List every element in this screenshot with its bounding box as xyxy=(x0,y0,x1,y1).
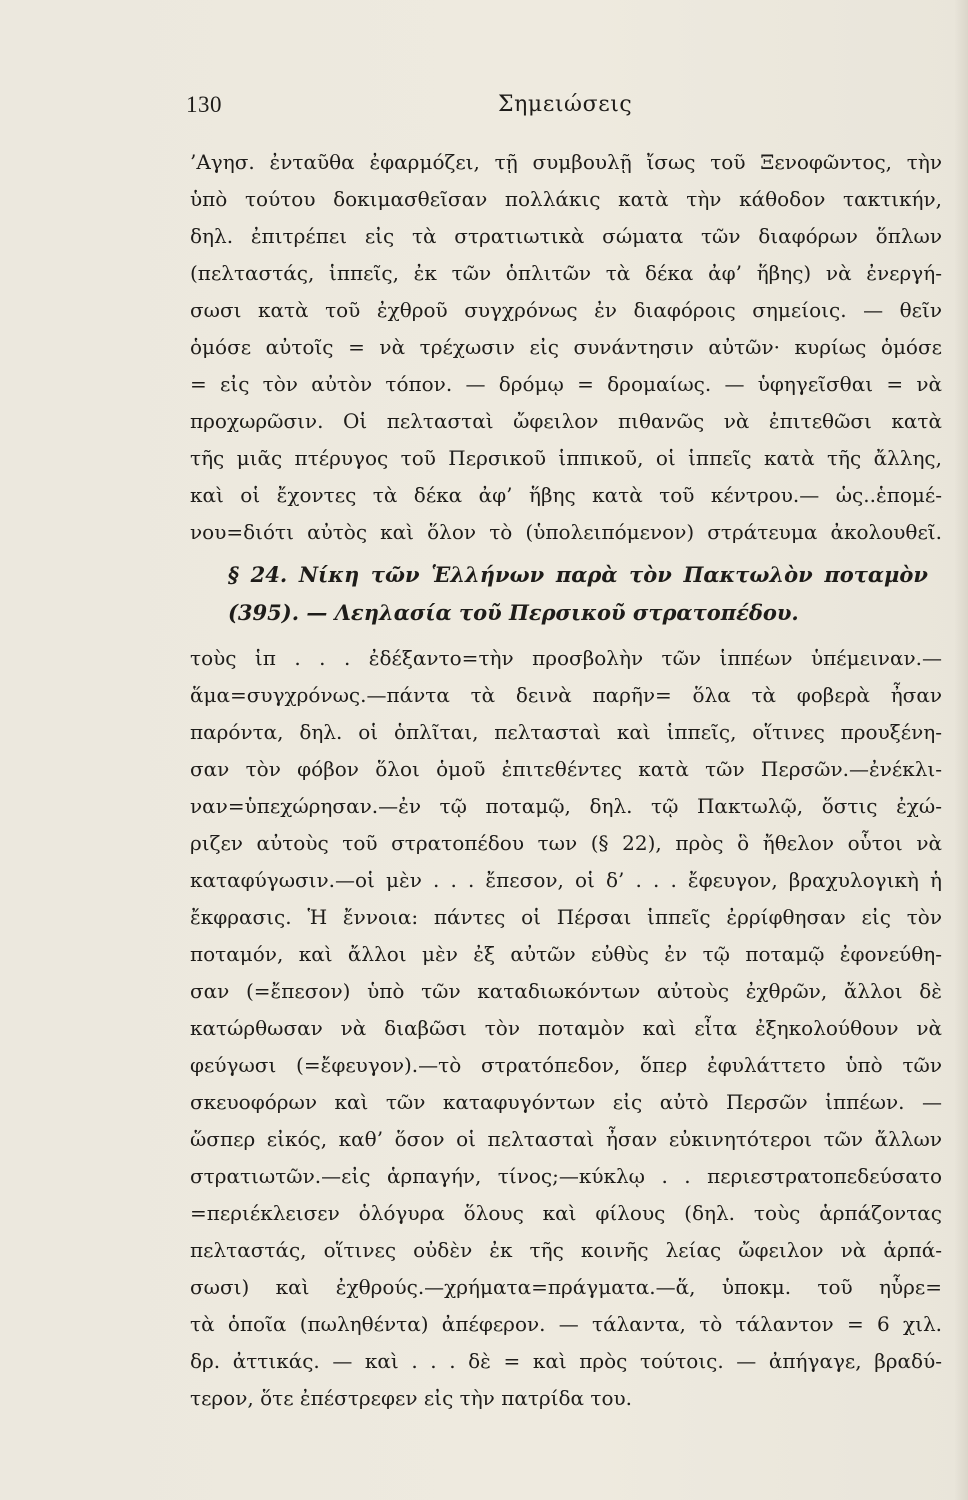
section-title-line-1: § 24. Νίκη τῶν Ἑλλήνων παρὰ τὸν Πακτωλὸν ποταμὸν xyxy=(228,562,928,587)
page-edge-shadow xyxy=(954,0,968,1500)
text-line: τὰ ὁποῖα (πωληθέντα) ἀπέφερον. — τάλαντα, τὸ τάλαντον = 6 χιλ. xyxy=(190,1312,942,1336)
text-line: κατώρθωσαν νὰ διαβῶσι τὸν ποταμὸν καὶ εἶτα ἐξηκολούθουν νὰ xyxy=(190,1016,942,1040)
text-line: ἅμα=συγχρόνως.—πάντα τὰ δεινὰ παρῆν= ὅλα τὰ φοβερὰ ἦσαν xyxy=(190,683,942,707)
notes-paragraph-1 xyxy=(190,144,942,551)
text-line: παρόντα, δηλ. οἱ ὁπλῖται, πελτασταὶ καὶ ἱππεῖς, οἵτινες προυξένη- xyxy=(190,720,942,744)
text-line: (πελταστάς, ἱππεῖς, ἐκ τῶν ὁπλιτῶν τὰ δέκα ἀφ’ ἥβης) νὰ ἐνεργή- xyxy=(190,261,942,285)
text-line: ναν=ὑπεχώρησαν.—ἐν τῷ ποταμῷ, δηλ. τῷ Πακτωλῷ, ὅστις ἐχώ- xyxy=(190,794,942,818)
text-line: τοὺς ἱπ . . . ἐδέξαντο=τὴν προσβολὴν τῶν ἱππέων ὑπέμειναν.— xyxy=(190,646,942,670)
text-line: τῆς μιᾶς πτέρυγος τοῦ Περσικοῦ ἱππικοῦ, οἱ ἱππεῖς κατὰ τῆς ἄλλης, xyxy=(190,446,942,470)
text-line: καταφύγωσιν.—οἱ μὲν . . . ἔπεσον, οἱ δ’ . . . ἔφευγον, βραχυλογικὴ ἡ xyxy=(190,868,942,892)
text-line: δρ. ἀττικάς. — καὶ . . . δὲ = καὶ πρὸς τούτοις. — ἀπήγαγε, βραδύ- xyxy=(190,1349,942,1373)
text-line: δηλ. ἐπιτρέπει εἰς τὰ στρατιωτικὰ σώματα τῶν διαφόρων ὅπλων xyxy=(190,224,942,248)
text-line: σκευοφόρων καὶ τῶν καταφυγόντων εἰς αὐτὸ Περσῶν ἱππέων. — xyxy=(190,1090,942,1114)
running-head: Σημειώσεις xyxy=(498,92,633,117)
text-line: ὑπὸ τούτου δοκιμασθεῖσαν πολλάκις κατὰ τὴν κάθοδον τακτικήν, xyxy=(190,187,942,211)
text-line: ὥσπερ εἰκός, καθ’ ὅσον οἱ πελτασταὶ ἦσαν εὐκινητότεροι τῶν ἄλλων xyxy=(190,1127,942,1151)
section-title-line-2: (395). — Λεηλασία τοῦ Περσικοῦ στρατοπέδου. xyxy=(228,600,799,625)
text-line: σαν τὸν φόβον ὅλοι ὁμοῦ ἐπιτεθέντες κατὰ τῶν Περσῶν.—ἐνέκλι- xyxy=(190,757,942,781)
text-line: προχωρῶσιν. Οἱ πελτασταὶ ὤφειλον πιθανῶς νὰ ἐπιτεθῶσι κατὰ xyxy=(190,409,942,433)
text-line: =περιέκλεισεν ὁλόγυρα ὅλους καὶ φίλους (δηλ. τοὺς ἁρπάζοντας xyxy=(190,1201,942,1225)
section-heading xyxy=(228,556,928,632)
text-line: νου=διότι αὐτὸς καὶ ὅλον τὸ (ὑπολειπόμενον) στράτευμα ἀκολουθεῖ. xyxy=(190,520,942,544)
text-line: σωσι) καὶ ἐχθρούς.—χρήματα=πράγματα.—ἅ, ὑποκμ. τοῦ ηὗρε= xyxy=(190,1275,942,1299)
text-line: φεύγωσι (=ἔφευγον).—τὸ στρατόπεδον, ὅπερ ἐφυλάττετο ὑπὸ τῶν xyxy=(190,1053,942,1077)
notes-paragraph-2 xyxy=(190,640,942,1417)
text-line: = εἰς τὸν αὐτὸν τόπον. — δρόμῳ = δρομαίως. — ὑφηγεῖσθαι = νὰ xyxy=(190,372,942,396)
page-header xyxy=(186,92,940,124)
text-line: στρατιωτῶν.—εἰς ἁρπαγήν, τίνος;—κύκλῳ . . περιεστρατοπεδεύσατο xyxy=(190,1164,942,1188)
text-line: καὶ οἱ ἔχοντες τὰ δέκα ἀφ’ ἥβης κατὰ τοῦ κέντρου.— ὡς..ἑπομέ- xyxy=(190,483,942,507)
text-line: σαν (=ἔπεσον) ὑπὸ τῶν καταδιωκόντων αὐτοὺς ἐχθρῶν, ἄλλοι δὲ xyxy=(190,979,942,1003)
text-line: ὁμόσε αὐτοῖς = νὰ τρέχωσιν εἰς συνάντησιν αὐτῶν· κυρίως ὁμόσε xyxy=(190,335,942,359)
text-line: ἔκφρασις. Ἡ ἔννοια: πάντες οἱ Πέρσαι ἱππεῖς ἐρρίφθησαν εἰς τὸν xyxy=(190,905,942,929)
text-line: ριζεν αὐτοὺς τοῦ στρατοπέδου των (§ 22), πρὸς ὃ ἤθελον οὗτοι νὰ xyxy=(190,831,942,855)
page-number: 130 xyxy=(186,92,222,117)
text-line: ’Αγησ. ἐνταῦθα ἐφαρμόζει, τῇ συμβουλῇ ἴσως τοῦ Ξενοφῶντος, τὴν xyxy=(190,150,942,174)
text-line: πελταστάς, οἵτινες οὐδὲν ἐκ τῆς κοινῆς λείας ὤφειλον νὰ ἁρπά- xyxy=(190,1238,942,1262)
text-line: τερον, ὅτε ἐπέστρεφεν εἰς τὴν πατρίδα του. xyxy=(190,1386,633,1410)
text-line: ποταμόν, καὶ ἄλλοι μὲν ἐξ αὐτῶν εὐθὺς ἐν τῷ ποταμῷ ἐφονεύθη- xyxy=(190,942,942,966)
text-line: σωσι κατὰ τοῦ ἐχθροῦ συγχρόνως ἐν διαφόροις σημείοις. — θεῖν xyxy=(190,298,942,322)
